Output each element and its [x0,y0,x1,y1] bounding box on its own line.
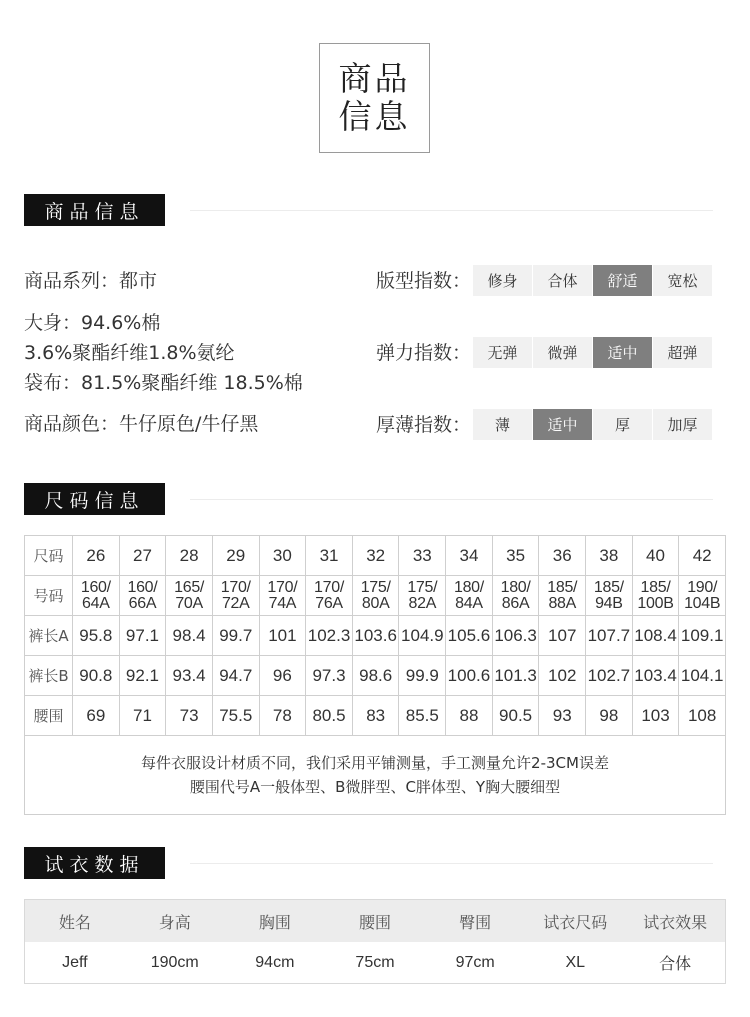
size-code-part: 175/ [360,578,391,596]
size-table-row [25,616,726,656]
product-pocket-material: 袋布：81.5%聚酯纤维 18.5%棉 [24,372,303,394]
fit-table-header: 臀围 [425,900,525,943]
index-option: 合体 [533,265,593,296]
index-option: 修身 [473,265,533,296]
size-code-part: 160/ [127,578,158,596]
size-cell: 108 [679,696,726,736]
size-cell [306,576,353,616]
size-table-row [25,696,726,736]
fit-table-header: 试衣尺码 [525,900,625,943]
size-code-part: 185/ [547,578,578,596]
index-option: 无弹 [473,337,533,368]
size-cell: 92.1 [119,656,166,696]
product-body-material-2: 3.6%聚酯纤维1.8%氨纶 [24,342,235,364]
size-cell: 34 [446,536,493,576]
size-cell: 98.6 [352,656,399,696]
page-title-line2: 信息 [338,97,411,136]
fit-table-cell: XL [565,953,586,971]
size-cell: 102.7 [586,656,633,696]
index-option: 宽松 [653,265,713,296]
index-option: 加厚 [653,409,713,440]
size-code-part: 66A [128,594,157,612]
size-code-part: 180/ [500,578,531,596]
size-cell: 102 [539,656,586,696]
fit-table-cell: 94cm [255,953,295,971]
size-cell [119,576,166,616]
size-cell: 104.9 [399,616,446,656]
size-cell: 109.1 [679,616,726,656]
size-code-part: 104B [684,594,721,612]
size-code-part: 70A [175,594,203,612]
product-series: 商品系列：都市 [24,270,158,292]
size-cell: 93 [539,696,586,736]
index-option: 厚 [593,409,653,440]
size-cell: 103.4 [632,656,679,696]
size-note-line1: 每件衣服设计材质不同，我们采用平铺测量，手工测量允许2-3CM误差 [141,754,609,772]
size-table [24,535,726,815]
size-code-part: 64A [82,594,110,612]
size-cell [166,576,213,616]
size-row-header: 腰围 [25,696,73,736]
size-cell: 29 [212,536,259,576]
size-cell: 108.4 [632,616,679,656]
size-cell: 98.4 [166,616,213,656]
size-cell: 69 [73,696,120,736]
section-divider [190,863,713,864]
size-table-row [25,536,726,576]
size-cell: 102.3 [306,616,353,656]
size-cell: 30 [259,536,306,576]
size-cell [492,576,539,616]
size-cell [632,576,679,616]
size-cell [352,576,399,616]
size-code-part: 185/ [640,578,671,596]
size-cell: 104.1 [679,656,726,696]
size-cell: 38 [586,536,633,576]
size-code-part: 160/ [80,578,111,596]
size-code-part: 84A [455,594,483,612]
size-cell: 99.9 [399,656,446,696]
size-table-row [25,576,726,616]
size-code-part: 170/ [267,578,298,596]
fit-index-options [473,265,713,296]
size-code-part: 74A [268,594,297,612]
size-code-part: 100B [637,594,674,612]
size-code-part: 80A [361,594,390,612]
size-cell [259,576,306,616]
fit-table-header: 腰围 [325,900,425,943]
size-cell [679,576,726,616]
size-cell: 107.7 [586,616,633,656]
size-code-part: 94B [595,594,623,612]
size-cell: 95.8 [73,616,120,656]
size-table-row [25,656,726,696]
size-code-part: 82A [408,594,437,612]
fit-table-cell: 75cm [355,953,395,971]
size-code-part: 86A [501,594,530,612]
size-row-header: 裤长B [25,656,73,696]
thickness-index-label: 厚薄指数： [376,414,472,436]
size-cell: 71 [119,696,166,736]
fit-index-label: 版型指数： [376,270,472,292]
size-cell: 94.7 [212,656,259,696]
size-cell: 75.5 [212,696,259,736]
size-cell: 27 [119,536,166,576]
size-cell [399,576,446,616]
fit-table-header: 试衣效果 [625,900,725,943]
size-cell: 106.3 [492,616,539,656]
size-cell [586,576,633,616]
section-divider [190,499,713,500]
size-cell [539,576,586,616]
size-cell: 31 [306,536,353,576]
stretch-index-options [473,337,713,368]
index-option: 薄 [473,409,533,440]
size-cell: 101.3 [492,656,539,696]
size-cell: 105.6 [446,616,493,656]
size-cell: 42 [679,536,726,576]
size-cell: 98 [586,696,633,736]
size-code-part: 185/ [593,578,624,596]
size-code-part: 88A [548,594,577,612]
size-code-part: 175/ [407,578,438,596]
section-divider [190,210,713,211]
size-cell: 97.1 [119,616,166,656]
size-cell: 93.4 [166,656,213,696]
size-code-part: 72A [221,594,250,612]
fit-table-header: 身高 [125,900,225,943]
size-cell: 28 [166,536,213,576]
size-cell: 80.5 [306,696,353,736]
size-cell: 107 [539,616,586,656]
fit-table-cell: 190cm [150,953,199,971]
section-header-product-info: 商品信息 [24,194,165,226]
size-cell: 33 [399,536,446,576]
size-cell [446,576,493,616]
size-cell: 96 [259,656,306,696]
size-cell: 83 [352,696,399,736]
index-option: 适中 [533,409,593,440]
size-code-part: 180/ [453,578,484,596]
size-cell: 103.6 [352,616,399,656]
fit-table [24,899,726,984]
fit-table-cell: Jeff [62,953,88,971]
size-cell: 88 [446,696,493,736]
section-header-fit-data: 试衣数据 [24,847,165,879]
size-code-part: 165/ [174,578,205,596]
size-cell: 90.8 [73,656,120,696]
fit-table-header: 胸围 [225,900,325,943]
size-row-header: 号码 [25,576,73,616]
fit-table-cell: 97cm [455,953,495,971]
product-color: 商品颜色：牛仔原色/牛仔黑 [24,413,259,435]
size-cell: 99.7 [212,616,259,656]
index-option: 微弹 [533,337,593,368]
product-body-material: 大身：94.6%棉 [24,312,161,334]
size-cell: 73 [166,696,213,736]
thickness-index-options [473,409,713,440]
size-code-part: 170/ [314,578,344,596]
size-cell: 103 [632,696,679,736]
stretch-index-label: 弹力指数： [376,342,472,364]
page-title-line1: 商品 [338,59,411,98]
size-cell: 100.6 [446,656,493,696]
index-option: 超弹 [653,337,713,368]
size-cell [73,576,120,616]
size-cell: 85.5 [399,696,446,736]
size-cell: 26 [73,536,120,576]
size-cell: 78 [259,696,306,736]
size-row-header: 裤长A [25,616,73,656]
page-title [319,43,430,153]
fit-table-header: 姓名 [25,900,125,943]
section-header-size-info: 尺码信息 [24,483,165,515]
size-cell: 35 [492,536,539,576]
size-note-line2: 腰围代号A一般体型、B微胖型、C胖体型、Y胸大腰细型 [189,778,561,796]
size-code-part: 76A [315,594,343,612]
size-code-part: 170/ [220,578,251,596]
size-code-part: 190/ [687,578,718,596]
size-cell [212,576,259,616]
index-option: 舒适 [593,265,653,296]
size-cell: 97.3 [306,656,353,696]
fit-table-cell: 合体 [659,956,692,973]
size-cell: 40 [632,536,679,576]
index-option: 适中 [593,337,653,368]
size-row-header: 尺码 [25,536,73,576]
size-cell: 32 [352,536,399,576]
size-table-note [25,736,726,815]
size-cell: 90.5 [492,696,539,736]
size-cell: 36 [539,536,586,576]
size-cell: 101 [259,616,306,656]
